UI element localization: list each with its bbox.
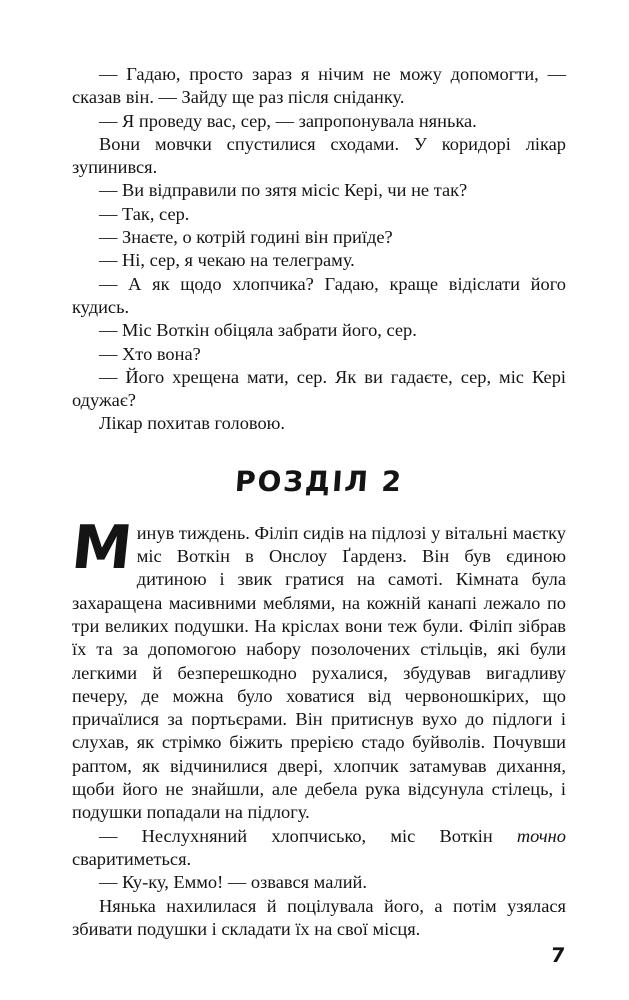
paragraph-text: сваритиметься. xyxy=(72,848,192,869)
page-text xyxy=(68,63,566,941)
paragraph: — Гадаю, просто зараз я нічим не можу допомогти, — сказав він. — Зайду ще раз після сніданку. xyxy=(72,64,566,108)
paragraph: — Міс Воткін обіцяла забрати його, сер. xyxy=(99,320,417,341)
paragraph: — Хто вона? xyxy=(99,343,201,364)
paragraph: — Знаєте, о котрій годині він приїде? xyxy=(99,227,393,248)
paragraph: — Я проведу вас, сер, — запропонувала нянька. xyxy=(99,110,477,131)
paragraph-text: — Неслухняний хлопчисько, міс Воткін xyxy=(99,825,517,846)
chapter-title: РОЗДІЛ 2 xyxy=(233,464,405,498)
chapter-opening-text: инув тиждень. Філіп сидів на підлозі у вітальні маєтку міс Воткін в Онслоу Ґарденз. Він був єдиною дитиною і звик гратися на самоті. Кімната була захаращена масивними меблями, на кожній канапі лежало по три великих подушки. На кріслах вони теж були. Філіп зібрав їх та за допомогою набору позолочених стільців, які були легкими й безперешкодно рухалися, збудував вигадливу печеру, де можна було ховатися від червоношкірих, що причаїлися за портьєрами. Він притиснув вухо до підлоги і слухав, як стрімко біжить прерією стадо буйволів. Почувши раптом, як відчинилися двері, хлопчик затамував дихання, щоби його не знайшли, але дебела рука відсунула стілець, і подушки попадали на підлогу. xyxy=(72,522,566,823)
emphasis-text: точно xyxy=(516,825,566,846)
paragraph: Лікар похитав головою. xyxy=(99,413,286,434)
paragraph: Нянька нахилилася й поцілувала його, а потім узялася збивати подушки і складати їх на свої місця. xyxy=(72,895,566,939)
paragraph: — Ви відправили по зятя місіс Кері, чи не так? xyxy=(99,180,468,201)
paragraph: — Так, сер. xyxy=(99,203,190,224)
page-number: 7 xyxy=(549,943,567,967)
chapter-opening-paragraph xyxy=(68,512,566,825)
paragraph: — Ку-ку, Еммо! — озвався малий. xyxy=(99,872,367,893)
paragraph xyxy=(72,825,566,872)
paragraph: — Ні, сер, я чекаю на телеграму. xyxy=(99,250,355,271)
paragraph: Вони мовчки спустилися сходами. У коридорі лікар зупинився. xyxy=(72,133,566,178)
paragraph: — А як щодо хлопчика? Гадаю, краще відіслати його кудись. xyxy=(72,273,566,317)
drop-cap: М xyxy=(68,512,136,583)
paragraph: — Його хрещена мати, сер. Як ви гадаєте, сер, міс Кері одужає? xyxy=(72,366,566,411)
